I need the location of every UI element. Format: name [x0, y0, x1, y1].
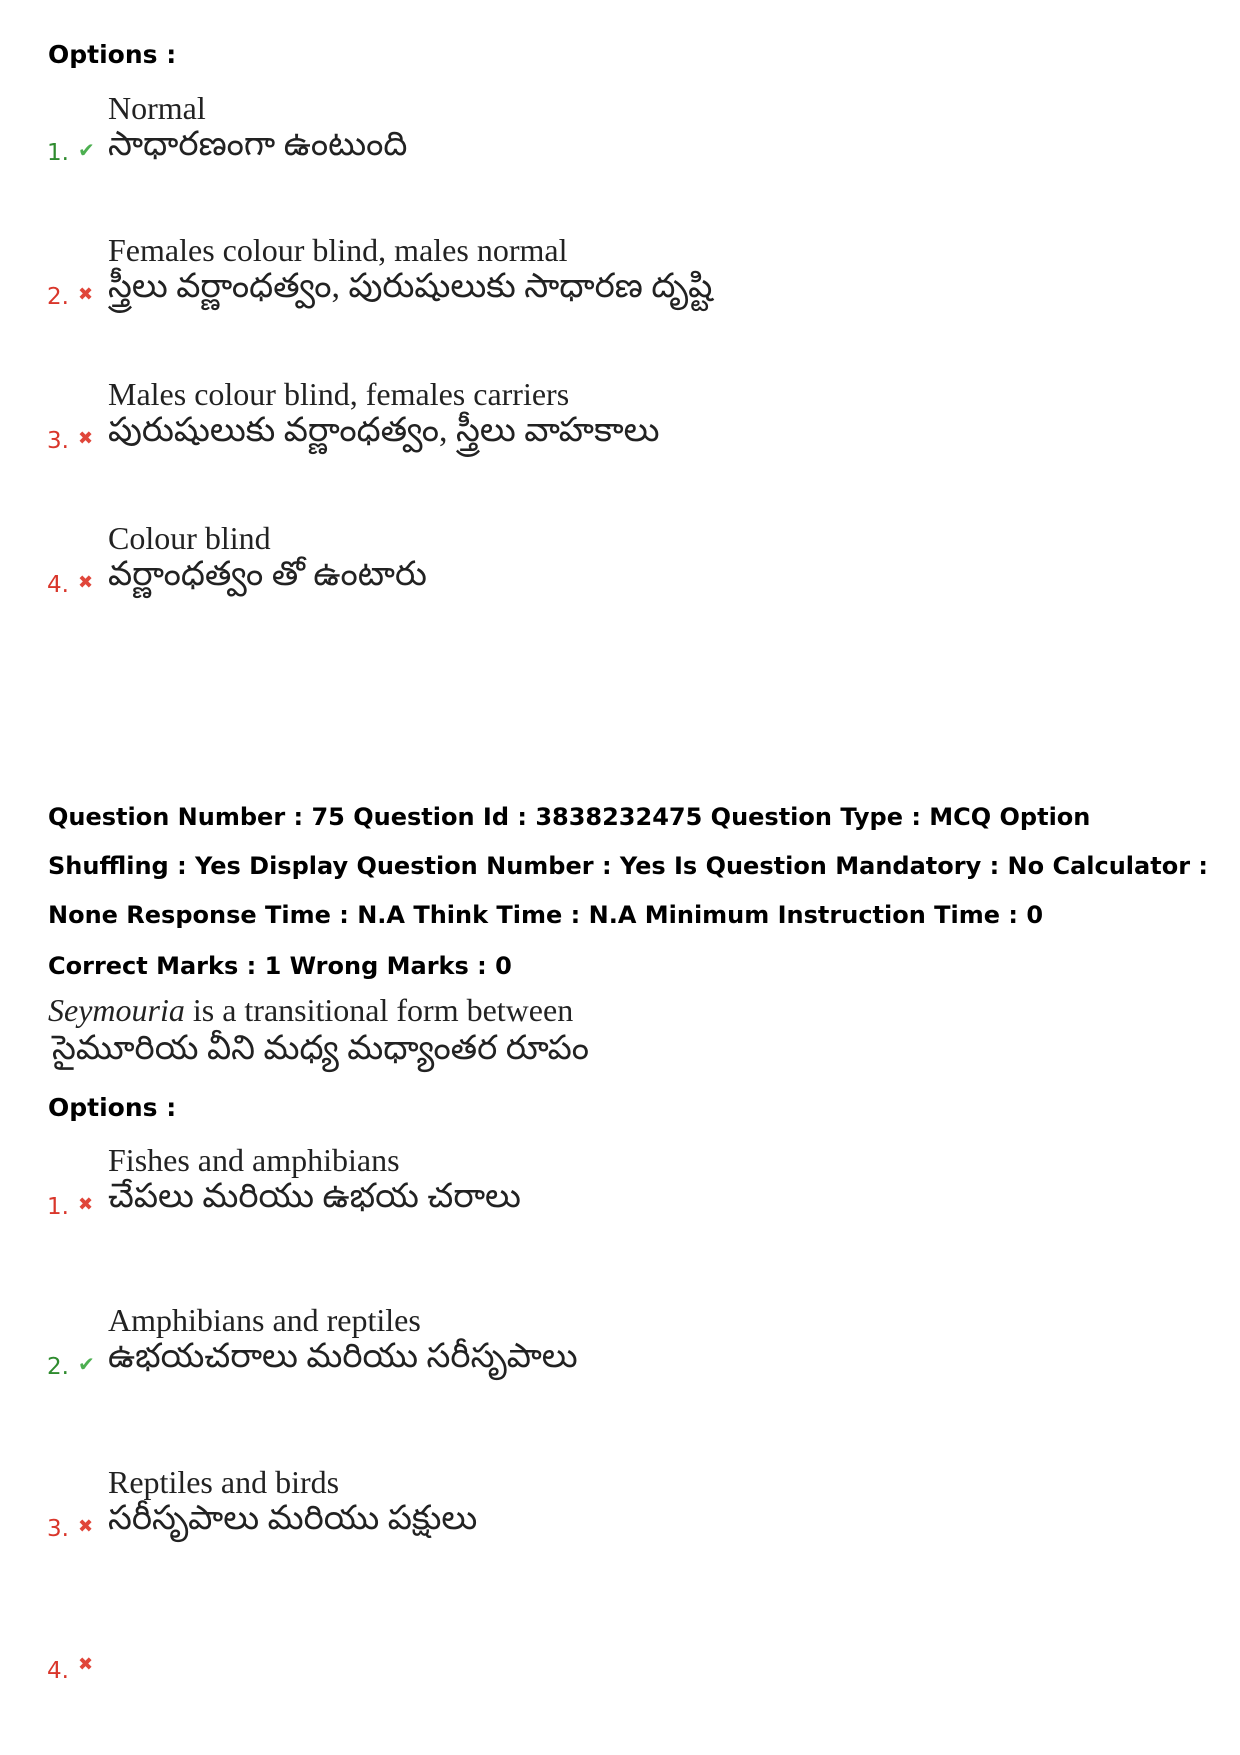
- option-english: Amphibians and reptiles: [108, 1302, 421, 1338]
- question-english-rest: is a transitional form between: [184, 992, 574, 1028]
- option-number: 3.: [47, 428, 69, 454]
- option-telugu: పురుషులుకు వర్ణాంధత్వం, స్త్రీలు వాహకాలు: [108, 412, 660, 449]
- option-item: [0, 88, 1240, 208]
- option-english: Females colour blind, males normal: [108, 232, 568, 268]
- option-number: 2.: [47, 284, 69, 310]
- question-english-italic: Seymouria: [48, 992, 185, 1028]
- option-item: [0, 1140, 1240, 1260]
- option-telugu: సరీసృపాలు మరియు పక్షులు: [108, 1500, 478, 1537]
- cross-icon: ✖: [78, 1654, 94, 1675]
- option-telugu: సాధారణంగా ఉంటుంది: [108, 126, 408, 163]
- option-number: 2.: [47, 1354, 69, 1380]
- option-number: 4.: [47, 1658, 69, 1684]
- cross-icon: ✖: [78, 1194, 94, 1215]
- option-english: Fishes and amphibians: [108, 1142, 400, 1178]
- option-number: 3.: [47, 1516, 69, 1542]
- check-icon: ✔: [78, 138, 95, 162]
- option-telugu: వర్ణాంధత్వం తో ఉంటారు: [108, 556, 427, 593]
- cross-icon: ✖: [78, 1516, 94, 1537]
- question-english: [48, 992, 573, 1029]
- option-english: Reptiles and birds: [108, 1464, 340, 1500]
- question-meta: Question Number : 75 Question Id : 3838232475 Question Type : MCQ Option Shuffling : Yes Display Question Number : Yes Is Question Mandatory : No Calculator : None Response Time : N.A Think Time : N.A Minimum Instruction Time : 0: [48, 803, 1208, 929]
- cross-icon: ✖: [78, 428, 94, 449]
- option-item: [0, 1300, 1240, 1420]
- option-number: 4.: [47, 572, 69, 598]
- options-label: Options :: [48, 1093, 177, 1122]
- option-item: [0, 1620, 1240, 1740]
- cross-icon: ✖: [78, 572, 94, 593]
- option-item: [0, 518, 1240, 638]
- option-english: Males colour blind, females carriers: [108, 376, 570, 412]
- option-number: 1.: [47, 140, 69, 166]
- options-label: Options :: [48, 40, 177, 69]
- option-item: [0, 374, 1240, 494]
- option-english: Colour blind: [108, 520, 271, 556]
- option-item: [0, 230, 1240, 350]
- option-english: Normal: [108, 90, 206, 126]
- option-telugu: చేపలు మరియు ఉభయ చరాలు: [108, 1178, 521, 1215]
- question-telugu: సైమూరియ వీని మధ్య మధ్యాంతర రూపం: [52, 1030, 590, 1067]
- check-icon: ✔: [78, 1352, 95, 1376]
- marks-info: Correct Marks : 1 Wrong Marks : 0: [48, 952, 512, 980]
- option-telugu: స్త్రీలు వర్ణాంధత్వం, పురుషులుకు సాధారణ దృష్టి: [108, 268, 713, 305]
- option-number: 1.: [47, 1194, 69, 1220]
- option-telugu: ఉభయచరాలు మరియు సరీసృపాలు: [108, 1338, 578, 1375]
- cross-icon: ✖: [78, 284, 94, 305]
- option-item: [0, 1462, 1240, 1582]
